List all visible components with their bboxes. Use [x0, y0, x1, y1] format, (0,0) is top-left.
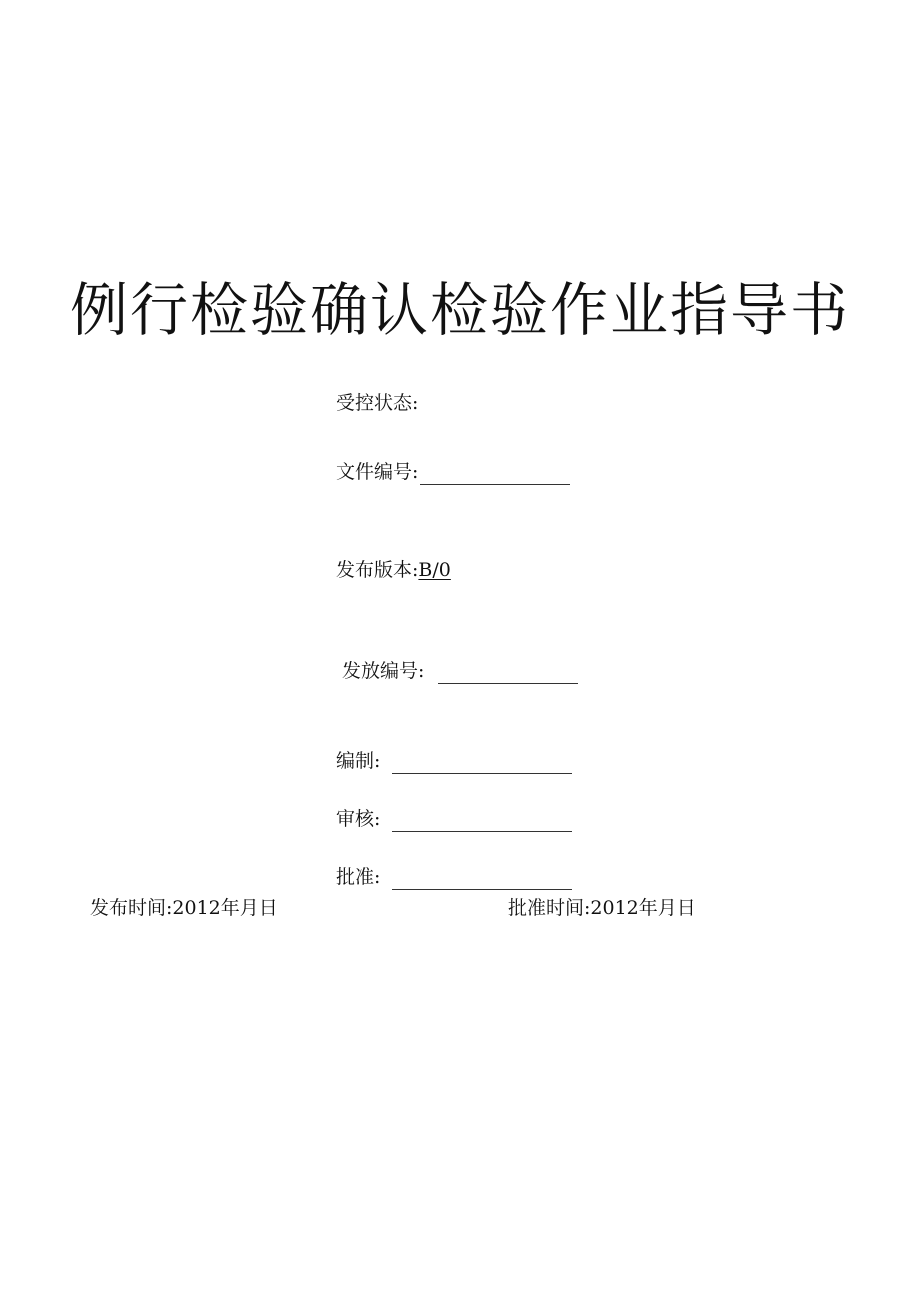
compiled-by-field: [336, 748, 572, 774]
document-number-label: 文件编号:: [336, 461, 419, 483]
document-number-field: [336, 459, 570, 485]
issue-number-blank: [438, 663, 578, 684]
approval-time: 批准时间:2012年月日: [508, 897, 696, 919]
issue-number-label: 发放编号:: [342, 660, 425, 682]
document-number-blank: [420, 464, 570, 485]
control-status-field: [336, 390, 418, 416]
compiled-by-label: 编制:: [336, 750, 381, 772]
approved-by-blank: [392, 869, 572, 890]
control-status-label: 受控状态:: [336, 392, 419, 414]
compiled-by-blank: [392, 753, 572, 774]
issue-number-field: [342, 658, 578, 684]
release-time: 发布时间:2012年月日: [90, 897, 278, 919]
release-version-field: [336, 557, 451, 583]
reviewed-by-field: [336, 806, 572, 832]
reviewed-by-blank: [392, 811, 572, 832]
document-title: 例行检验确认检验作业指导书: [69, 276, 850, 344]
reviewed-by-label: 审核:: [336, 808, 381, 830]
release-version-label: 发布版本:: [336, 559, 419, 581]
release-version-value: B/0: [418, 559, 451, 581]
approved-by-field: [336, 864, 572, 890]
approved-by-label: 批准:: [336, 866, 381, 888]
